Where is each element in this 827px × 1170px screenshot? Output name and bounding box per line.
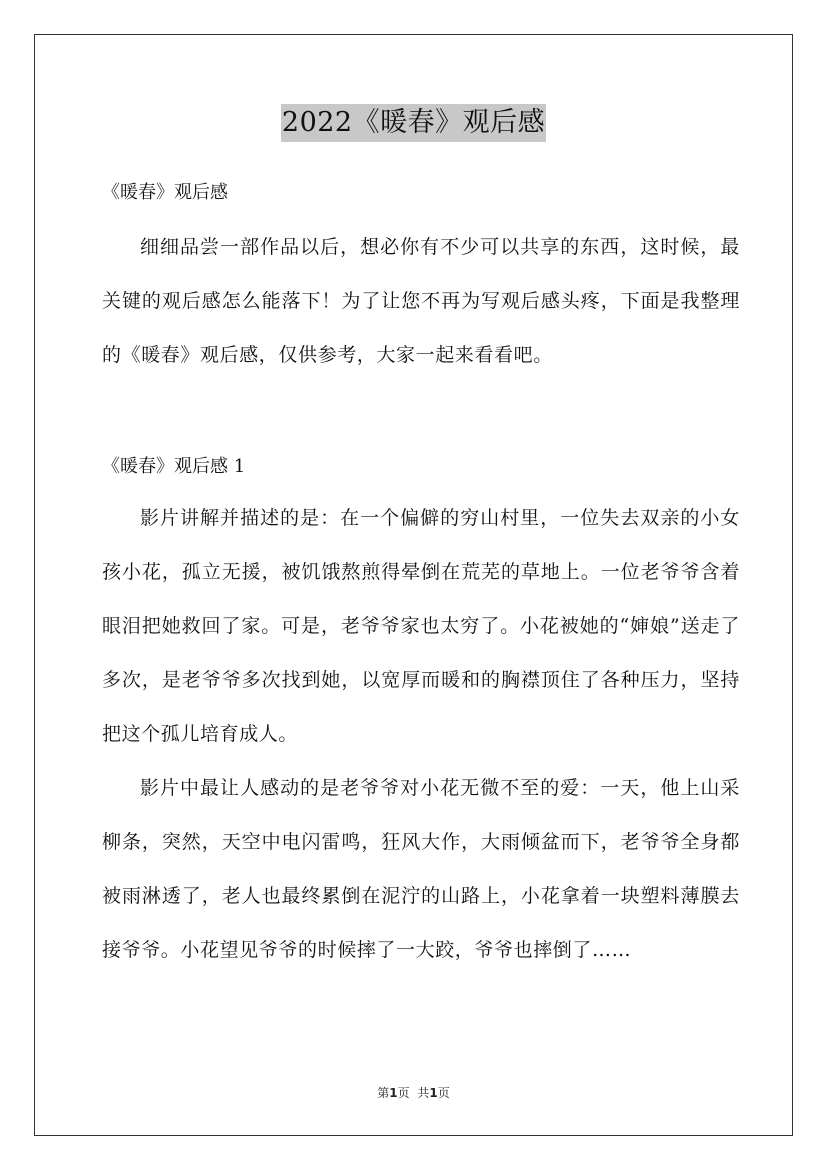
intro-section [102,180,740,206]
page-footer [0,1084,827,1101]
intro-paragraph: 细细品尝一部作品以后，想必你有不少可以共享的东西，这时候，最关键的观后感怎么能落下！为了让您不再为写观后感头疼，下面是我整理的《暖春》观后感，仅供参考，大家一起来看看吧。 [102,236,740,366]
intro-heading: 《暖春》观后感 [102,182,228,203]
footer-total-suffix: 页 [437,1086,450,1100]
footer-total-pages: 1 [429,1086,438,1100]
section1-paragraph-2: 影片中最让人感动的是老爷爷对小花无微不至的爱：一天，他上山采柳条，突然，天空中电闪雷鸣，狂风大作，大雨倾盆而下，老爷爷全身都被雨淋透了，老人也最终累倒在泥泞的山路上，小花拿着一块塑料薄膜去接爷爷。小花望见爷爷的时候摔了一大跤，爷爷也摔倒了…… [102,777,740,961]
footer-page-number: 1 [389,1086,398,1100]
intro-body [102,220,740,382]
document-title: 2022《暖春》观后感 [281,104,546,142]
footer-page-prefix: 第 [377,1086,390,1100]
section1-heading: 《暖春》观后感 1 [102,456,246,477]
section1-paragraph-1: 影片讲解并描述的是：在一个偏僻的穷山村里，一位失去双亲的小女孩小花，孤立无援，被饥饿熬煎得晕倒在荒芜的草地上。一位老爷爷含着眼泪把她救回了家。可是，老爷爷家也太穷了。小花被她的“婶娘”送走了多次，是老爷爷多次找到她，以宽厚而暖和的胸襟顶住了各种压力，坚持把这个孤儿培育成人。 [102,507,740,745]
footer-total-prefix: 共 [417,1086,430,1100]
section1-body [102,491,740,977]
title-container [0,104,827,142]
footer-page-suffix: 页 [397,1086,410,1100]
section1-heading-wrap [102,454,740,480]
